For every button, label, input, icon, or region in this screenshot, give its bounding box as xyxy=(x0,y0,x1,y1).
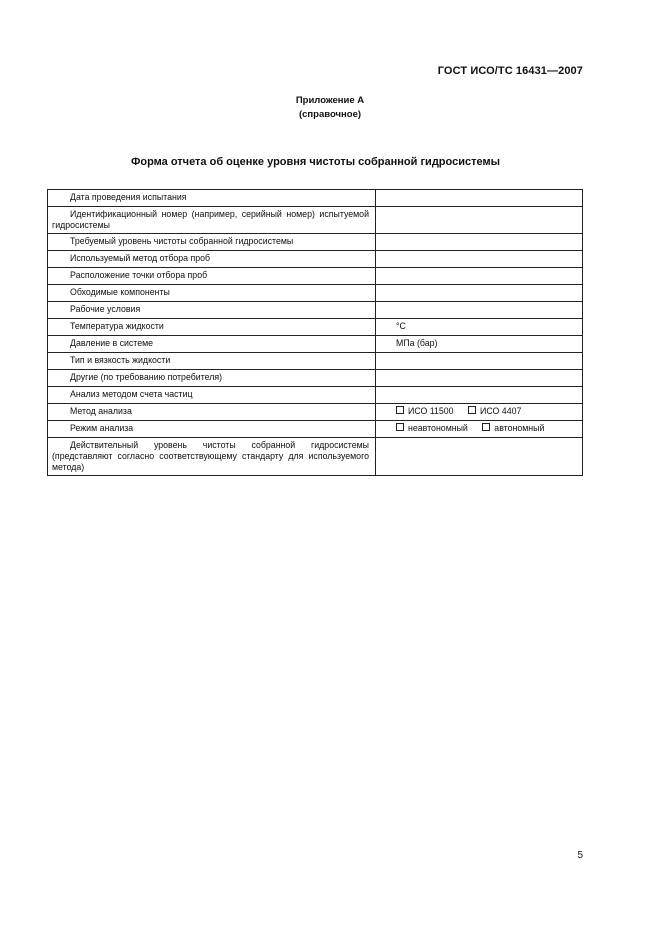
table-row xyxy=(48,353,583,370)
row-value-other-requirements[interactable] xyxy=(376,370,583,387)
appendix-heading xyxy=(214,94,446,122)
row-value-operating-conditions[interactable] xyxy=(376,302,583,319)
row-value-analysis-mode xyxy=(376,421,583,438)
row-value-analysis-method xyxy=(376,404,583,421)
row-label-analysis-method: Метод анализа xyxy=(48,404,376,421)
report-form-table xyxy=(47,189,583,476)
standard-designation: ГОСТ ИСО/ТС 16431—2007 xyxy=(437,65,583,77)
option-iso-4407[interactable] xyxy=(468,406,521,417)
row-label-other-requirements: Другие (по требованию потребителя) xyxy=(48,370,376,387)
table-row xyxy=(48,336,583,353)
checkbox-icon[interactable] xyxy=(396,423,404,431)
row-label-sampling-point: Расположение точки отбора проб xyxy=(48,268,376,285)
option-online[interactable] xyxy=(482,423,544,434)
option-iso-11500[interactable] xyxy=(396,406,454,417)
row-value-test-date[interactable] xyxy=(376,190,583,207)
table-row xyxy=(48,234,583,251)
checkbox-icon[interactable] xyxy=(396,406,404,414)
table-row xyxy=(48,302,583,319)
option-label: ИСО 4407 xyxy=(480,406,522,416)
row-value-sampling-method[interactable] xyxy=(376,251,583,268)
checkbox-icon[interactable] xyxy=(482,423,490,431)
checkbox-icon[interactable] xyxy=(468,406,476,414)
option-label: неавтономный xyxy=(408,423,468,433)
row-value-system-pressure[interactable]: МПа (бар) xyxy=(376,336,583,353)
appendix-title: Приложение А xyxy=(295,95,365,106)
table-row xyxy=(48,438,583,476)
row-value-fluid-temperature[interactable]: °С xyxy=(376,319,583,336)
row-label-analysis-mode: Режим анализа xyxy=(48,421,376,438)
table-row xyxy=(48,421,583,438)
table-row xyxy=(48,190,583,207)
row-label-operating-conditions: Рабочие условия xyxy=(48,302,376,319)
table-row xyxy=(48,285,583,302)
row-value-identification-number[interactable] xyxy=(376,207,583,234)
table-row xyxy=(48,404,583,421)
table-row xyxy=(48,251,583,268)
table-row xyxy=(48,387,583,404)
option-label: ИСО 11500 xyxy=(408,406,454,416)
appendix-subtitle: (справочное) xyxy=(298,109,362,120)
row-label-identification-number: Идентификационный номер (например, серийный номер) испытуемой гидросистемы xyxy=(48,207,376,234)
row-label-particle-count-analysis: Анализ методом счета частиц xyxy=(48,387,376,404)
page-number: 5 xyxy=(577,850,583,861)
row-label-fluid-type-viscosity: Тип и вязкость жидкости xyxy=(48,353,376,370)
row-label-test-date: Дата проведения испытания xyxy=(48,190,376,207)
row-label-actual-cleanliness: Действительный уровень чистоты собранной гидросистемы (представляют согласно соответствующему стандарту для используемого метода) xyxy=(48,438,376,476)
form-title: Форма отчета об оценке уровня чистоты собранной гидросистемы xyxy=(131,156,500,168)
row-label-bypassed-components: Обходимые компоненты xyxy=(48,285,376,302)
table-row xyxy=(48,319,583,336)
row-value-particle-count-analysis[interactable] xyxy=(376,387,583,404)
table-row xyxy=(48,370,583,387)
row-label-system-pressure: Давление в системе xyxy=(48,336,376,353)
row-value-bypassed-components[interactable] xyxy=(376,285,583,302)
table-row xyxy=(48,207,583,234)
row-label-required-cleanliness: Требуемый уровень чистоты собранной гидросистемы xyxy=(48,234,376,251)
option-label: автономный xyxy=(494,423,545,433)
option-offline[interactable] xyxy=(396,423,468,434)
row-label-sampling-method: Используемый метод отбора проб xyxy=(48,251,376,268)
row-value-actual-cleanliness[interactable] xyxy=(376,438,583,476)
table-row xyxy=(48,268,583,285)
row-value-sampling-point[interactable] xyxy=(376,268,583,285)
row-value-required-cleanliness[interactable] xyxy=(376,234,583,251)
row-value-fluid-type-viscosity[interactable] xyxy=(376,353,583,370)
row-label-fluid-temperature: Температура жидкости xyxy=(48,319,376,336)
